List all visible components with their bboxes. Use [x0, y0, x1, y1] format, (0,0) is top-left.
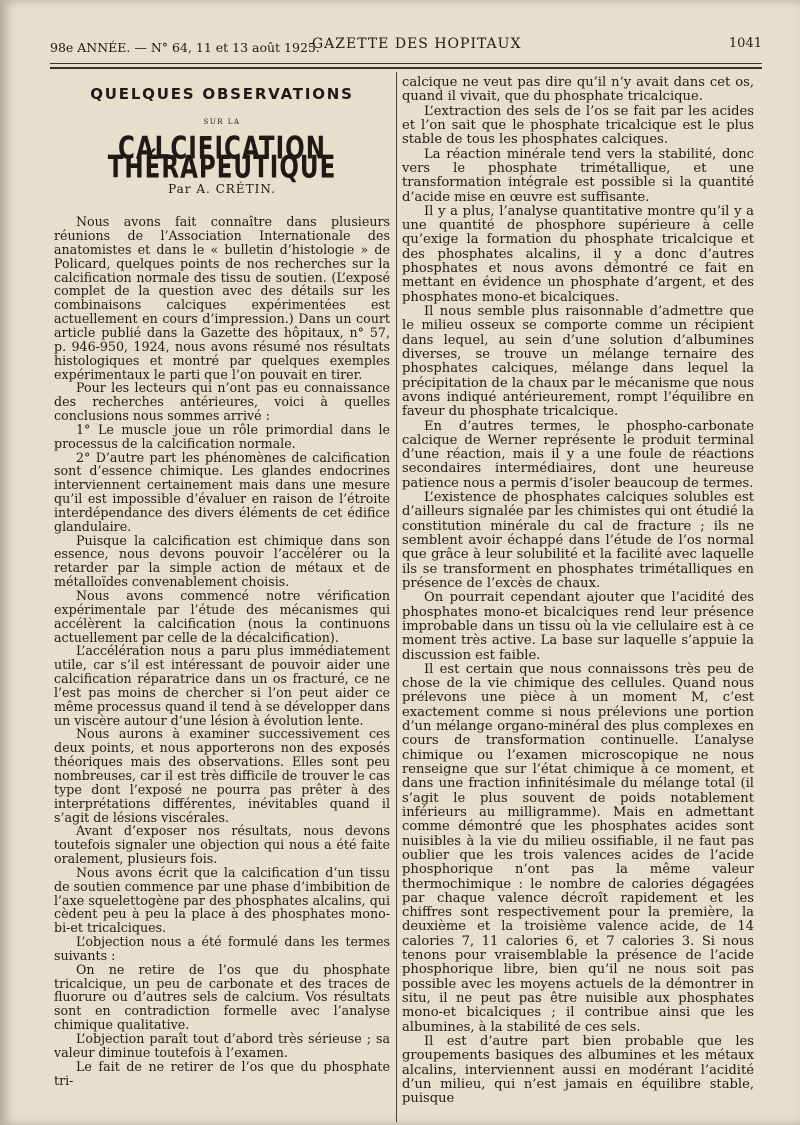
paragraph: Il nous semble plus raisonnable d’admettre que le milieu osseux se comporte comme un récipient dans lequel, au sein d’une solution d’albumines diverses, se trouve un mélange ternaire des phosphates calciques, mélange dans lequel la précipitation de la chaux par le mécanisme que nous avons indiqué antérieurement, rompt l’équilibre en faveur du phosphate tricalcique.	[402, 304, 754, 420]
paragraph: Il y a plus, l’analyse quantitative montre qu’il y a une quantité de phosphore supérieure à celle qu’exige la formation du phosphate tricalcique et des phosphates alcalins, il y a donc d’autres phosphates et nous avons démontré ce fait en mettant en évidence un phosphate d’argent, et des phosphates mono-et bicalciques.	[402, 203, 754, 305]
journal-title: GAZETTE DES HOPITAUX	[312, 36, 522, 52]
paragraph: Le fait de ne retirer de l’os que du phosphate tri-	[54, 1058, 390, 1088]
page-header	[50, 36, 762, 58]
column-divider	[396, 72, 397, 1122]
paragraph: L’existence de phosphates calciques solubles est d’ailleurs signalée par les chimistes qui ont étudié la constitution minérale du cal de fracture ; ils ne semblent avoir échappé dans l’étude de l’os normal que grâce à leur solubilité et la facilité avec laquelle ils se transforment en phosphates trimétalliques en présence de l’excès de chaux.	[402, 490, 754, 591]
paragraph: Nous avons écrit que la calcification d’un tissu de soutien commence par une phase d’imbibition de l’axe squelettogène par des phosphates alcalins, qui cèdent peu à peu la place à des phosphates mono-bi-et tricalciques.	[54, 864, 390, 936]
left-column	[54, 82, 390, 1087]
header-rule	[50, 63, 762, 64]
paragraph: L’objection nous a été formulé dans les termes suivants :	[54, 934, 390, 963]
article-title-main: CALCIFICATION THÉRAPEUTIQUE	[107, 131, 337, 186]
paragraph: 2° D’autre part les phénomènes de calcification sont d’essence chimique. Les glandes endocrines interviennent certainement mais dans une mesure qu’il est impossible d’évaluer en raison de l’étroite interdépendance des divers éléments de cet édifice glandulaire.	[54, 449, 390, 534]
header-rule-thick	[50, 67, 762, 69]
article-title-block	[54, 85, 390, 197]
article-title-sur: SUR LA	[203, 117, 241, 126]
paragraph: On pourrait cependant ajouter que l’acidité des phosphates mono-et bicalciques rend leur présence improbable dans un tissu où la vie cellulaire est à ce moment très active. La base sur laquelle s’appuie la discussion est faible.	[402, 590, 754, 663]
paragraph: L’objection paraît tout d’abord très sérieuse ; sa valeur diminue toutefois à l’examen.	[54, 1031, 390, 1060]
left-column-body	[54, 215, 390, 1087]
paragraph: Puisque la calcification est chimique dans son essence, nous devons pouvoir l’accélérer ou la retarder par la simple action de métaux et de métalloïdes convenablement choisis.	[54, 532, 390, 590]
paragraph: La réaction minérale tend vers la stabilité, donc vers le phosphate trimétallique, et une transformation intégrale est possible si la quantité d’acide mise en œuvre est suffisante.	[402, 146, 754, 205]
right-column	[402, 76, 754, 1107]
paragraph: Nous aurons à examiner successivement ces deux points, et nous apporterons non des exposés théoriques mais des observations. Elles sont peu nombreuses, car il est très difficile de trouver le cas type dont l’exposé ne pourra pas prêter à des interprétations différentes, inévitables quand il s’agit de lésions viscérales.	[54, 726, 390, 825]
paragraph: Avant d’exposer nos résultats, nous devons toutefois signaler une objection qui nous a été faite oralement, plusieurs fois.	[54, 823, 390, 867]
paragraph: Il est certain que nous connaissons très peu de chose de la vie chimique des cellules. Quand nous prélevons une pièce à un moment M, c’est exactement comme si nous prélevions une portion d’un mélange organo-minéral des plus complexes en cours de transformation continuelle. L’analyse chimique ou l’examen microscopique ne nous renseigne que sur l’état chimique à ce moment, et dans une fraction infinitésimale du mélange total (il s’agit le plus souvent de poids notablement inférieurs au milligramme). Mais en admettant comme démontré que les phosphates acides sont nuisibles à la vie du milieu ossifiable, il ne faut pas oublier que les trois valences acides de l’acide phosphorique n’ont pas la même valeur thermochimique : le nombre de calories dégagées par chaque valence décroît rapidement et les chiffres sont respectivement pour la première, la deuxième et la troisième valence acide, de 14 calories 7, 11 calories 6, et 7 calories 3. Si nous tenons pour vraisemblable la présence de l’acide phosphorique libre, bien qu’il ne nous soit pas possible avec les moyens actuels de la démontrer in situ, il ne peut pas être nuisible aux phosphates mono-et bicalciques ; il contribue ainsi que les albumines, à la stabilité de ces sels.	[402, 661, 754, 1035]
paragraph: Nous avons fait connaître dans plusieurs réunions de l’Association Internationale des anatomistes et dans le « bulletin d’histologie » de Policard, quelques points de nos recherches sur la calcification normale des tissu de soutien. (L’exposé complet de la question avec des détails sur les combinaisons calciques expérimentées est actuellement en cours d’impression.) Dans un court article publié dans la Gazette des hôpitaux, n° 57, p. 946-950, 1924, nous avons résumé nos résultats histologiques et montré par quelques exemples expérimentaux le parti que l’on pouvait en tirer.	[54, 214, 390, 382]
paragraph-continuation: calcique ne veut pas dire qu’il n’y avait dans cet os, quand il vivait, que du phosphate tricalcique.	[402, 75, 754, 105]
paragraph: L’accélération nous a paru plus immédiatement utile, car s’il est intéressant de pouvoir aider une calcification réparatrice dans un os fracturé, ce ne l’est pas moins de chercher si l’on peut aider ce même processus quand il tend à se développer dans un viscère autour d’une lésion à évolution lente.	[54, 643, 390, 728]
paragraph: Il est d’autre part bien probable que les groupements basiques des albumines et les métaux alcalins, interviennent aussi en modérant l’acidité d’un milieu, qui n’est jamais en équilibre stable, puisque	[402, 1033, 754, 1107]
article-title-top: QUELQUES OBSERVATIONS	[90, 85, 354, 103]
paragraph: Pour les lecteurs qui n’ont pas eu connaissance des recherches antérieures, voici à quelles conclusions nous sommes arrivé :	[54, 380, 390, 424]
page-number: 1041	[728, 36, 762, 51]
right-column-body	[402, 105, 754, 1107]
paragraph: On ne retire de l’os que du phosphate tricalcique, un peu de carbonate et des traces de fluorure ou d’autres sels de calcium. Vos résultats sont en contradiction formelle avec l’analyse chimique qualitative.	[54, 961, 390, 1033]
article-author: Par A. CRÉTIN.	[168, 182, 276, 197]
paragraph: En d’autres termes, le phospho-carbonate calcique de Werner représente le produit terminal d’une réaction, mais il y a une foule de réactions secondaires intermédiaires, dont une heureuse patience nous a permis d’isoler beaucoup de termes.	[402, 418, 754, 491]
paragraph: 1° Le muscle joue un rôle primordial dans le processus de la calcification normale.	[54, 421, 390, 451]
paragraph: Nous avons commencé notre vérification expérimentale par l’étude des mécanismes qui accélèrent la calcification (nous la continuons actuellement par celle de la décalcification).	[54, 588, 390, 645]
paragraph: L’extraction des sels de l’os se fait par les acides et l’on sait que le phosphate tricalcique est le plus stable de tous les phosphates calciques.	[402, 103, 754, 148]
issue-info: 98e ANNÉE. — N° 64, 11 et 13 août 1925.	[50, 40, 320, 55]
